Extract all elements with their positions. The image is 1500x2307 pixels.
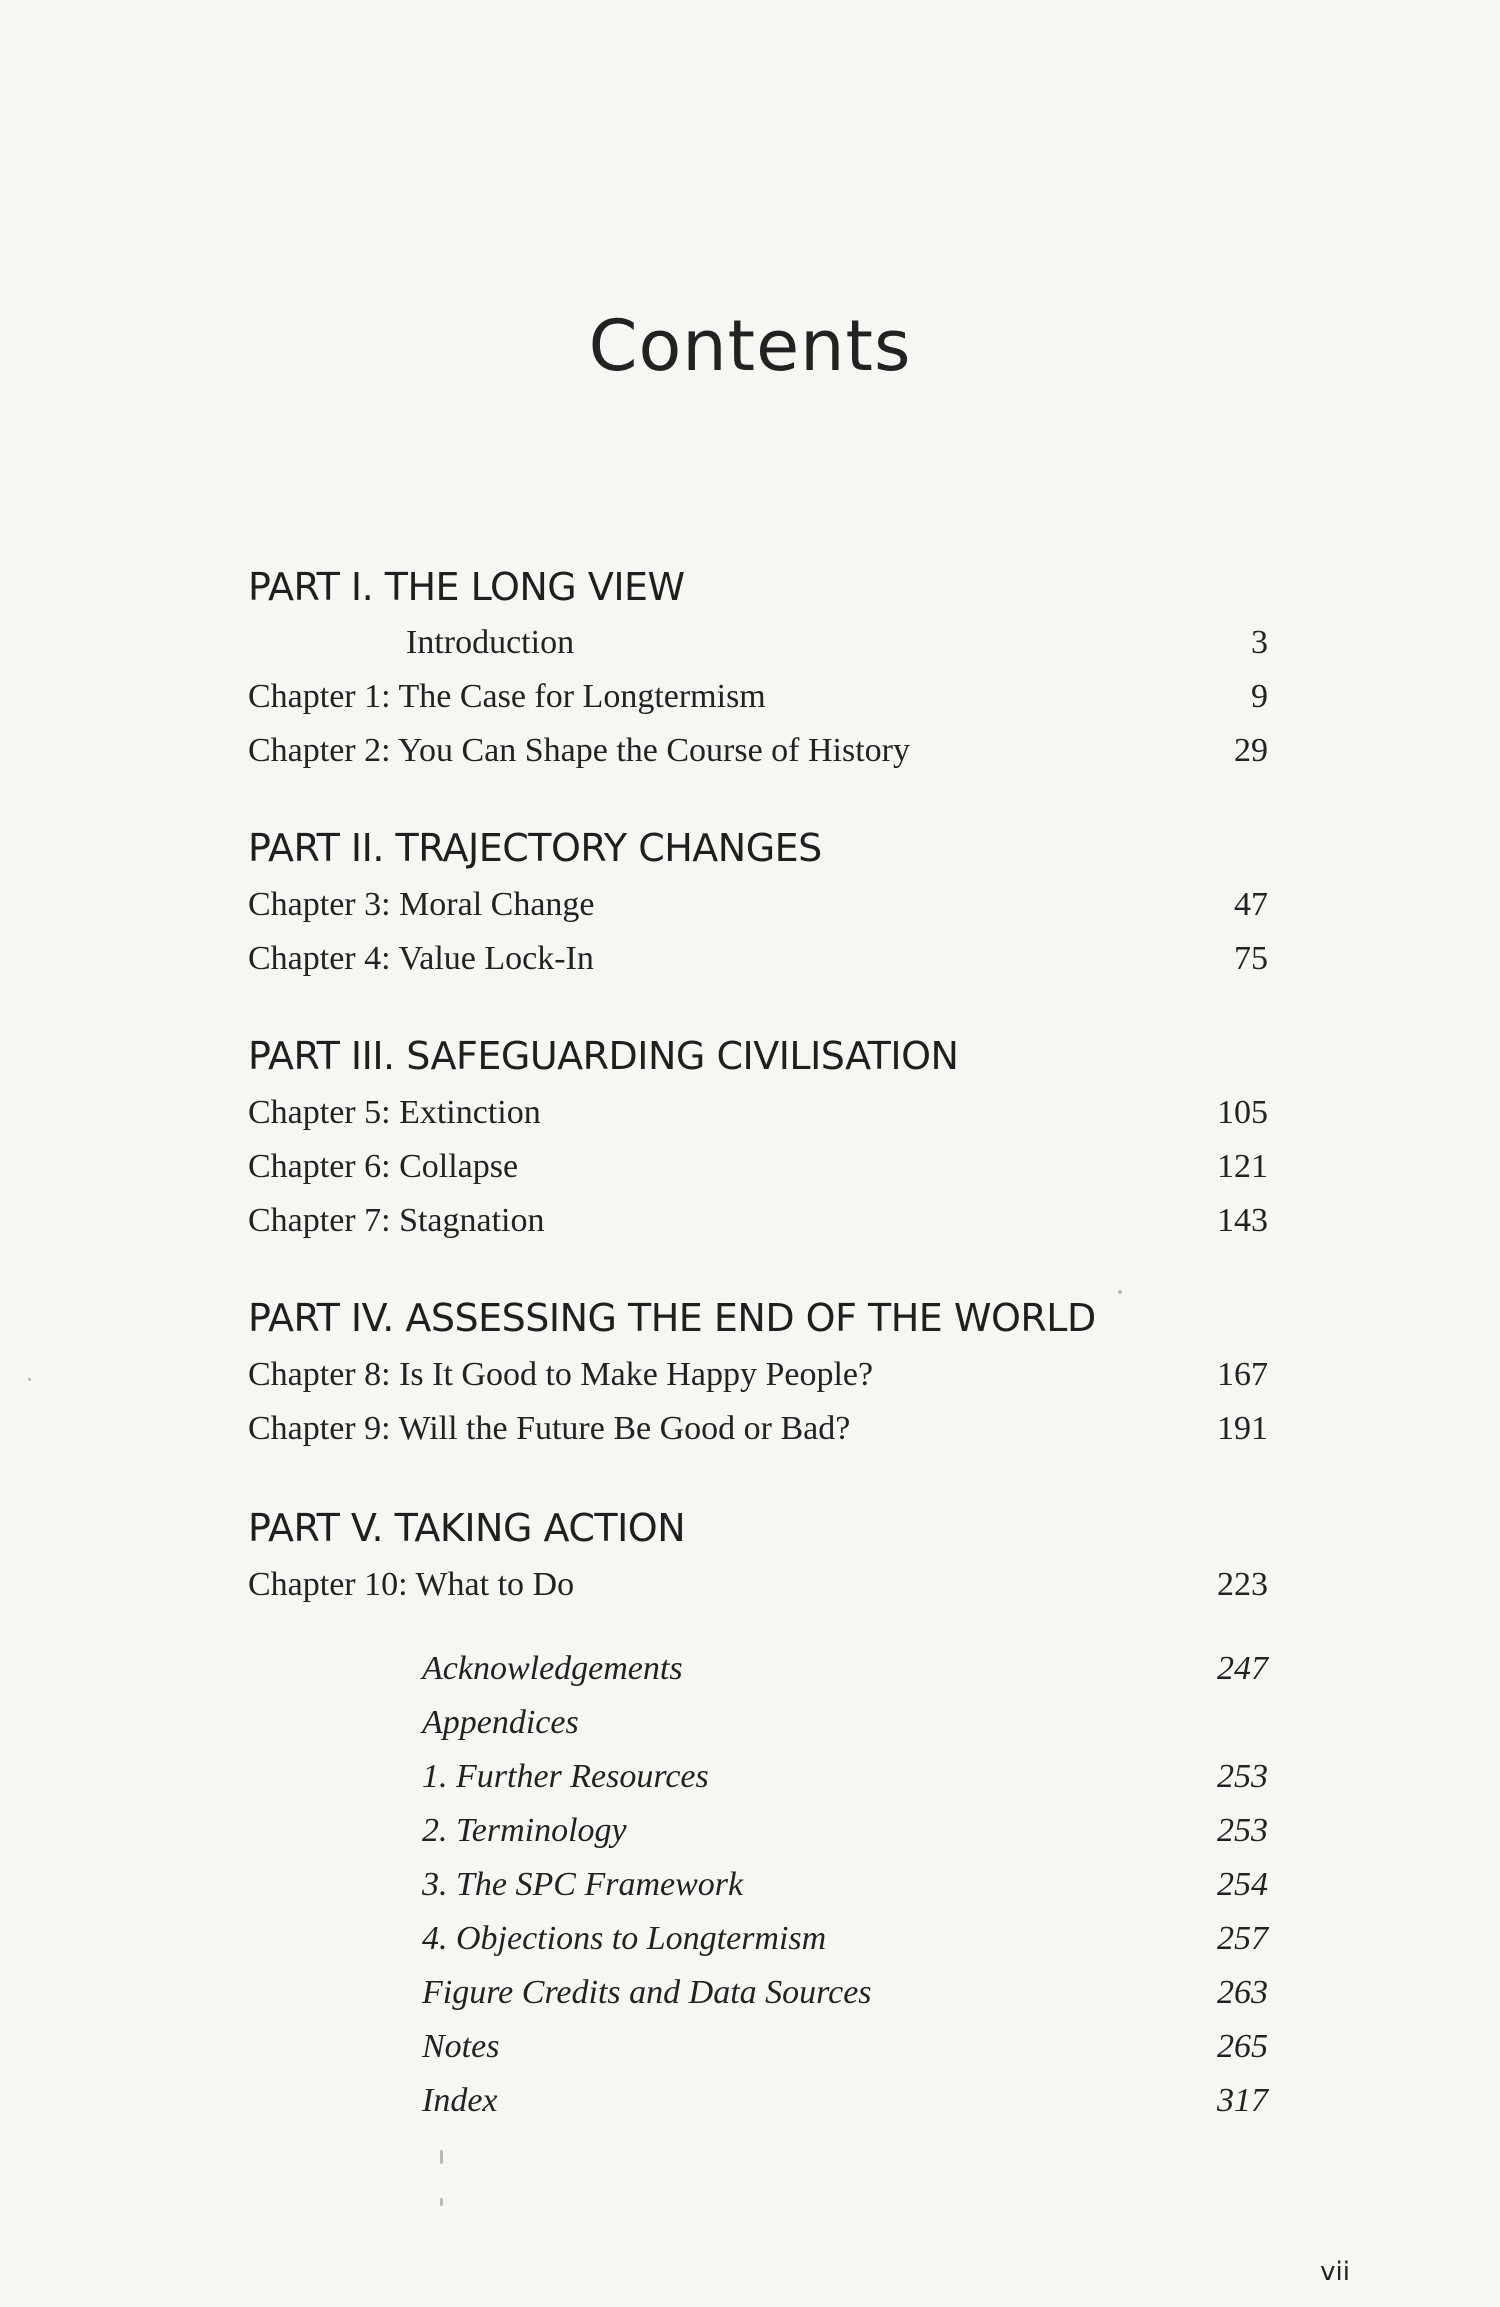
back-matter-page: 253: [1217, 1812, 1268, 1849]
back-matter-label: Acknowledgements: [422, 1650, 683, 1687]
toc-entry-page: 167: [1217, 1356, 1268, 1393]
back-matter-label: 1. Further Resources: [422, 1758, 709, 1795]
toc-entry-page: 105: [1217, 1094, 1268, 1131]
back-matter-page: 247: [1217, 1650, 1268, 1687]
toc-entry-page: 191: [1217, 1410, 1268, 1447]
toc-entry-page: 223: [1217, 1566, 1268, 1603]
toc-entry-page: 9: [1251, 678, 1268, 715]
back-matter-label: 2. Terminology: [422, 1812, 627, 1849]
part-heading: PART II. TRAJECTORY CHANGES: [248, 826, 822, 870]
back-matter-label: 3. The SPC Framework: [422, 1866, 744, 1903]
page-folio: vii: [1320, 2257, 1350, 2287]
scan-speck: [440, 2198, 443, 2206]
back-matter-page: 317: [1217, 2082, 1268, 2119]
back-matter-label: Index: [422, 2082, 498, 2119]
part-heading: PART III. SAFEGUARDING CIVILISATION: [248, 1034, 959, 1078]
back-matter-page: 254: [1217, 1866, 1268, 1903]
toc-entry-page: 3: [1251, 624, 1268, 661]
part-heading: PART I. THE LONG VIEW: [248, 565, 685, 609]
part-heading: PART V. TAKING ACTION: [248, 1506, 686, 1550]
toc-entry-label: Introduction: [406, 624, 575, 661]
scan-speck: [28, 1378, 31, 1381]
back-matter-label: Appendices: [422, 1704, 579, 1741]
toc-entry-page: 47: [1234, 886, 1268, 923]
page-title: Contents: [588, 305, 912, 387]
scan-speck: [440, 2150, 443, 2164]
toc-entry-label: Chapter 9: Will the Future Be Good or Bad?: [248, 1410, 851, 1447]
back-matter-label: 4. Objections to Longtermism: [422, 1920, 827, 1957]
toc-entry-label: Chapter 5: Extinction: [248, 1094, 541, 1131]
toc-entry-page: 143: [1217, 1202, 1268, 1239]
toc-entry-label: Chapter 1: The Case for Longtermism: [248, 678, 766, 715]
back-matter-page: 257: [1217, 1920, 1268, 1957]
toc-entry-page: 29: [1234, 732, 1268, 769]
toc-entry-label: Chapter 3: Moral Change: [248, 886, 595, 923]
toc-entry-label: Chapter 7: Stagnation: [248, 1202, 545, 1239]
toc-entry-label: Chapter 4: Value Lock-In: [248, 940, 594, 977]
back-matter-label: Figure Credits and Data Sources: [422, 1974, 872, 2011]
toc-entry-label: Chapter 6: Collapse: [248, 1148, 519, 1185]
toc-entry-label: Chapter 8: Is It Good to Make Happy People?: [248, 1356, 874, 1393]
back-matter-page: 265: [1217, 2028, 1268, 2065]
scan-speck: [1118, 1290, 1122, 1294]
toc-entry-page: 121: [1217, 1148, 1268, 1185]
back-matter-page: 263: [1217, 1974, 1268, 2011]
part-heading: PART IV. ASSESSING THE END OF THE WORLD: [248, 1296, 1096, 1340]
toc-entry-label: Chapter 10: What to Do: [248, 1566, 575, 1603]
toc-entry-label: Chapter 2: You Can Shape the Course of History: [248, 732, 911, 769]
toc-entry-page: 75: [1234, 940, 1268, 977]
back-matter-label: Notes: [422, 2028, 500, 2065]
back-matter-page: 253: [1217, 1758, 1268, 1795]
